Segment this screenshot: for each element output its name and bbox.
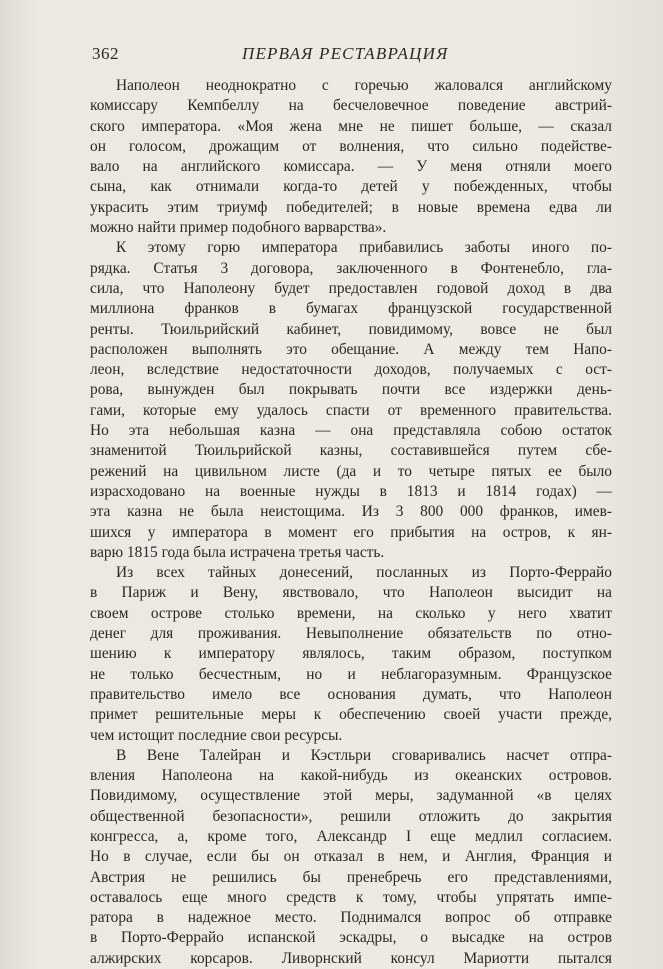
text-line: Из всех тайных донесений, посланных из Порто-Феррайо xyxy=(116,564,612,582)
text-line: своем острове столько времени, на сколько у него хватит xyxy=(90,604,612,622)
text-line: алжирских корсаров. Ливорнский консул Мариотти пытался xyxy=(90,949,612,967)
text-line: шению к императору являлось, таким образом, поступком xyxy=(90,645,612,663)
paragraph xyxy=(90,746,612,969)
text-line: общественной безопасности», решили отложить до закрытия xyxy=(90,807,612,825)
text-line: в Порто-Феррайо испанской эскадры, о высадке на остров xyxy=(90,929,612,947)
paragraph xyxy=(90,76,612,238)
text-line: режений на цивильном листе (да и то четыре пятых ее было xyxy=(90,462,612,480)
text-line: правительство имело все основания думать, что Наполеон xyxy=(90,685,612,703)
text-line: украсить этим триумф победителей; в новые времена едва ли xyxy=(90,198,612,216)
text-line: комиссару Кемпбеллу на бесчеловечное поведение австрий- xyxy=(90,97,612,115)
text-line: варю 1815 года была истрачена третья часть. xyxy=(90,543,385,561)
text-line: К этому горю императора прибавились заботы иного по- xyxy=(116,239,612,257)
text-line: не только бесчестным, но и неблагоразумным. Французское xyxy=(90,665,612,683)
text-line: чем истощит последние свои ресурсы. xyxy=(90,726,343,744)
text-line: Но в случае, если бы он отказал в нем, и Англия, Франция и xyxy=(90,848,612,866)
text-line: денег для проживания. Невыполнение обязательств по отно- xyxy=(90,625,612,643)
text-line: конгресса, а, кроме того, Александр I еще медлил согласием. xyxy=(90,827,612,845)
text-line: шихся у императора в момент его прибытия на остров, к ян- xyxy=(90,523,612,541)
text-line: расположен выполнять это обещание. А между тем Напо- xyxy=(90,340,612,358)
text-line: гами, которые ему удалось спасти от временного правительства. xyxy=(90,401,612,419)
text-line: Повидимому, осуществление этой меры, задуманной «в целях xyxy=(90,787,612,805)
text-line: оставалось еще много средств к тому, чтобы упрятать импе- xyxy=(90,888,612,906)
text-line: Австрия не решились бы пренебречь его представлениями, xyxy=(90,868,612,886)
text-line: ренты. Тюильрийский кабинет, повидимому, вовсе не был xyxy=(90,320,612,338)
text-line: сила, что Наполеону будет предоставлен годовой доход в два xyxy=(90,279,612,297)
text-line: израсходовано на военные нужды в 1813 и 1814 годах) — xyxy=(90,482,612,500)
text-line: рядка. Статья 3 договора, заключенного в Фонтенебло, гла- xyxy=(90,259,612,277)
paragraph xyxy=(90,563,612,746)
text-line: вало на английского комиссара. — У меня отняли моего xyxy=(90,158,612,176)
text-line: леон, вследствие недостаточности доходов, получаемых с ост- xyxy=(90,361,612,379)
running-title: ПЕРВАЯ РЕСТАВРАЦИЯ xyxy=(242,44,449,63)
page-number: 362 xyxy=(92,44,119,63)
text-line: сына, как отнимали когда-то детей у побежденных, чтобы xyxy=(90,178,612,196)
text-line: В Вене Талейран и Кэстльри сговаривались насчет отпра- xyxy=(116,746,612,764)
text-line: Но эта небольшая казна — она представляла собою остаток xyxy=(90,422,612,440)
text-line: ратора в надежное место. Поднимался вопрос об отправке xyxy=(90,909,612,927)
text-line: он голосом, дрожащим от волнения, что сильно подействе- xyxy=(90,137,612,155)
text-line: миллиона франков в бумагах французской государственной xyxy=(90,300,612,318)
text-line: примет решительные меры к обеспечению своей участи прежде, xyxy=(90,706,612,724)
paragraph xyxy=(90,238,612,563)
body-text xyxy=(90,76,612,969)
text-line: в Париж и Вену, явствовало, что Наполеон высидит на xyxy=(90,584,612,602)
text-line: рова, вынужден был покрывать почти все издержки день- xyxy=(90,381,612,399)
text-line: эта казна не была неистощима. Из 3 800 000 франков, имев- xyxy=(90,503,612,521)
text-line: вления Наполеона на какой-нибудь из океанских островов. xyxy=(90,767,612,785)
page-header xyxy=(92,44,612,70)
text-line: знаменитой Тюильрийской казны, составившейся путем сбе- xyxy=(90,442,612,460)
text-line: ского императора. «Моя жена мне не пишет больше, — сказал xyxy=(90,117,612,135)
text-line: Наполеон неоднократно с горечью жаловался английскому xyxy=(116,77,612,94)
text-line: можно найти пример подобного варварства». xyxy=(90,219,387,237)
